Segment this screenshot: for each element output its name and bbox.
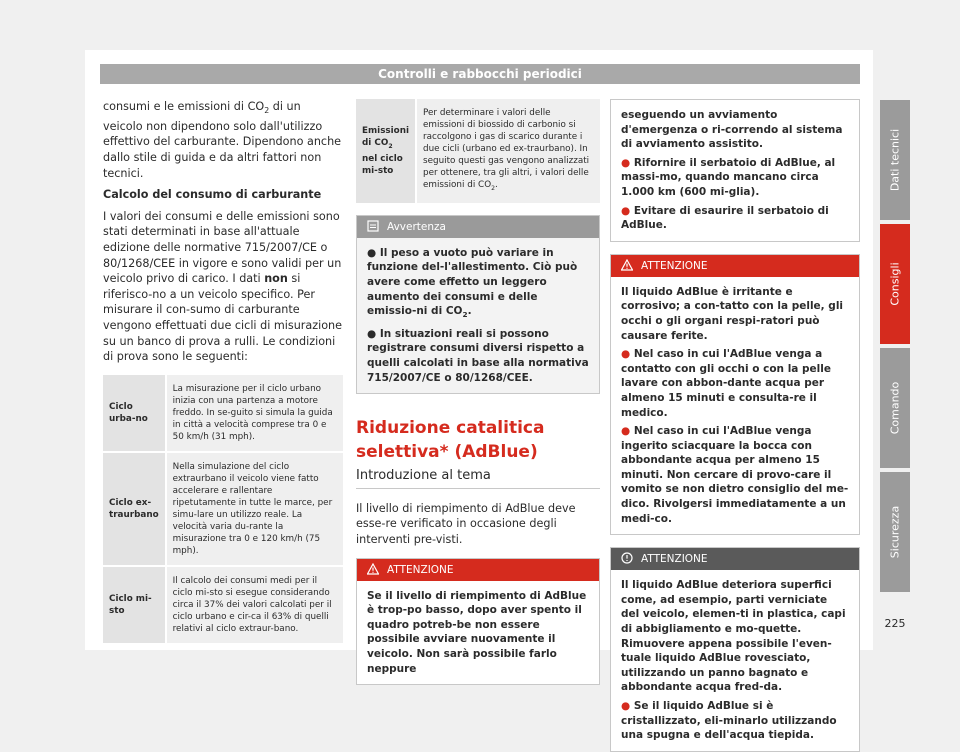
table-value: Nella simulazione del ciclo extraurbano il veicolo viene fatto accelerare e rallentare ripetutamente in tutte le marce, per simu-lare un utilizzo reale. La velocità varia du-rante la misurazione tra 0 e 120 km/h (75 mph).	[166, 452, 343, 566]
warning-continued-body	[611, 100, 859, 241]
table-key: Emissioni di $CO_2$ nel ciclo mi-sto	[356, 99, 416, 203]
table-value: Il calcolo dei consumi medi per il ciclo mi-sto si esegue considerando circa il 37% dei valori calcolati per il ciclo urbano e cir-ca il 63% di quelli relativi al ciclo extraur-bano.	[166, 566, 343, 643]
tab-dati-tecnici[interactable]	[880, 100, 910, 220]
warning-bullet: ● Nel caso in cui l'AdBlue venga a contatto con gli occhi o con la pelle lavare con abbon-dante acqua per almeno 15 minuti e consulta-re il medico.	[621, 348, 831, 419]
warning-body	[611, 277, 859, 535]
table-value: Per determinare i valori delle emissioni di biossido di carbonio si raccolgono i gas di scarico durante i due cicli (urbano ed ex-traurbano). In seguito questi gas vengono analizzati per ottenere, tra gli altri, i valori delle emissioni di $CO_2$.	[416, 99, 600, 203]
table-row	[103, 566, 343, 643]
method-paragraph: I valori dei consumi e delle emissioni sono stati determinati in base all'attuale edizione delle normative 715/2007/CE o 80/1268/CEE in vigore e sono validi per un veicolo privo di carico. I dati non si riferisco-no a un veicolo specifico. Per misurare il con-sumo di carburante vengono effettuati due cicli di misurazione su un banco di prova a rulli. Le condizioni di prova sono le seguenti:	[103, 209, 343, 364]
emissions-table	[356, 99, 600, 203]
warning-bullet: ● Nel caso in cui l'AdBlue venga ingerito sciacquare la bocca con abbondante acqua per almeno 15 minuti. Non cercare di provo-care il vomito se non dietro consiglio del me-dico. Rivolgersi immediatamente a un medi-co.	[621, 425, 849, 525]
divider	[356, 488, 600, 489]
notice-header: ATTENZIONE	[611, 548, 859, 570]
table-key: Ciclo mi-sto	[103, 566, 166, 643]
page-number: 225	[884, 617, 906, 630]
tab-label: Consigli	[888, 262, 902, 306]
warning-box	[610, 254, 860, 536]
column-right	[610, 99, 860, 752]
note-bullet: ● Il peso a vuoto può variare in funzione del-l'allestimento. Ciò può avere come effetto un leggero aumento dei consumi e delle emissio-ni di $CO_2$.	[367, 246, 578, 320]
section-subheading: Introduzione al tema	[356, 468, 491, 484]
notice-body	[611, 570, 859, 751]
table-row	[103, 452, 343, 566]
warning-continued-box	[610, 99, 860, 242]
table-key: Ciclo urba-no	[103, 375, 166, 452]
tab-label: Sicurezza	[888, 505, 902, 559]
test-cycle-table	[103, 375, 343, 643]
warning-triangle-icon	[621, 259, 633, 271]
warning-bullet: ● Rifornire il serbatoio di AdBlue, al massi-mo, quando mancano circa 1.000 km (600 mi-glia).	[621, 156, 836, 198]
warning-text: eseguendo un avviamento d'emergenza o ri-correndo al sistema di avviamento assistito.	[621, 109, 843, 151]
column-middle	[356, 99, 600, 685]
warning-body: Se il livello di riempimento di AdBlue è trop-po basso, dopo aver spento il quadro potreb-be non essere possibile avviare nuovamente il veicolo. Non sarà possibile farlo neppure	[357, 581, 599, 685]
table-row	[356, 99, 600, 203]
warning-bullet: ● Evitare di esaurire il serbatoio di AdBlue.	[621, 204, 829, 232]
tab-label: Comando	[888, 381, 902, 435]
table-key: Ciclo ex-traurbano	[103, 452, 166, 566]
note-box	[356, 215, 600, 394]
note-header: Avvertenza	[357, 216, 599, 238]
notice-box	[610, 547, 860, 752]
warning-header: ATTENZIONE	[357, 559, 599, 581]
table-value: La misurazione per il ciclo urbano inizia con una partenza a motore freddo. In se-guito si simula la guida in città a velocità comprese tra 0 e 50 km/h (31 mph).	[166, 375, 343, 452]
note-body	[357, 238, 599, 393]
page-header: Controlli e rabbocchi periodici	[100, 64, 860, 84]
section-heading: Riduzione catalitica selettiva* (AdBlue)	[356, 418, 545, 463]
notice-text: Il liquido AdBlue deteriora superfici come, ad esempio, parti verniciate del veicolo, elemen-ti in plastica, capi di abbigliamento e mo-quette. Rimuovere appena possibile l'even-tuale liquido AdBlue rovesciato, utilizzando un panno bagnato e abbondante acqua fred-da.	[621, 579, 846, 694]
warning-box	[356, 558, 600, 686]
note-bullet: ● In situazioni reali si possono registrare consumi diversi rispetto a quelli calcolati in base alla normativa 715/2007/CE o 80/1268/CEE.	[367, 327, 589, 384]
notice-bullet: ● Se il liquido AdBlue si è cristallizzato, eli-minarlo utilizzando una spugna e dell'acqua tiepida.	[621, 700, 837, 742]
section-title: Calcolo del consumo di carburante	[103, 188, 322, 202]
tab-comando[interactable]	[880, 348, 910, 468]
info-note-icon	[367, 220, 379, 232]
column-left	[103, 99, 343, 643]
warning-triangle-icon	[367, 563, 379, 575]
tab-sicurezza[interactable]	[880, 472, 910, 592]
body-paragraph: Il livello di riempimento di AdBlue deve esse-re verificato in occasione degli interventi pre-visti.	[356, 501, 576, 546]
table-row	[103, 375, 343, 452]
notice-circle-icon	[621, 552, 633, 564]
tab-label: Dati tecnici	[888, 128, 902, 192]
warning-text: Il liquido AdBlue è irritante e corrosivo; a con-tatto con la pelle, gli occhi o gli organi respi-ratori può causare ferite.	[621, 285, 844, 342]
warning-header: ATTENZIONE	[611, 255, 859, 277]
intro-paragraph: consumi e le emissioni di $CO_2$ di un veicolo non dipendono solo dall'utilizzo effettivo del carburante. Dipendono anche dallo stile di guida e da altri fattori non tecnici.	[103, 100, 342, 180]
tab-consigli[interactable]	[880, 224, 910, 344]
